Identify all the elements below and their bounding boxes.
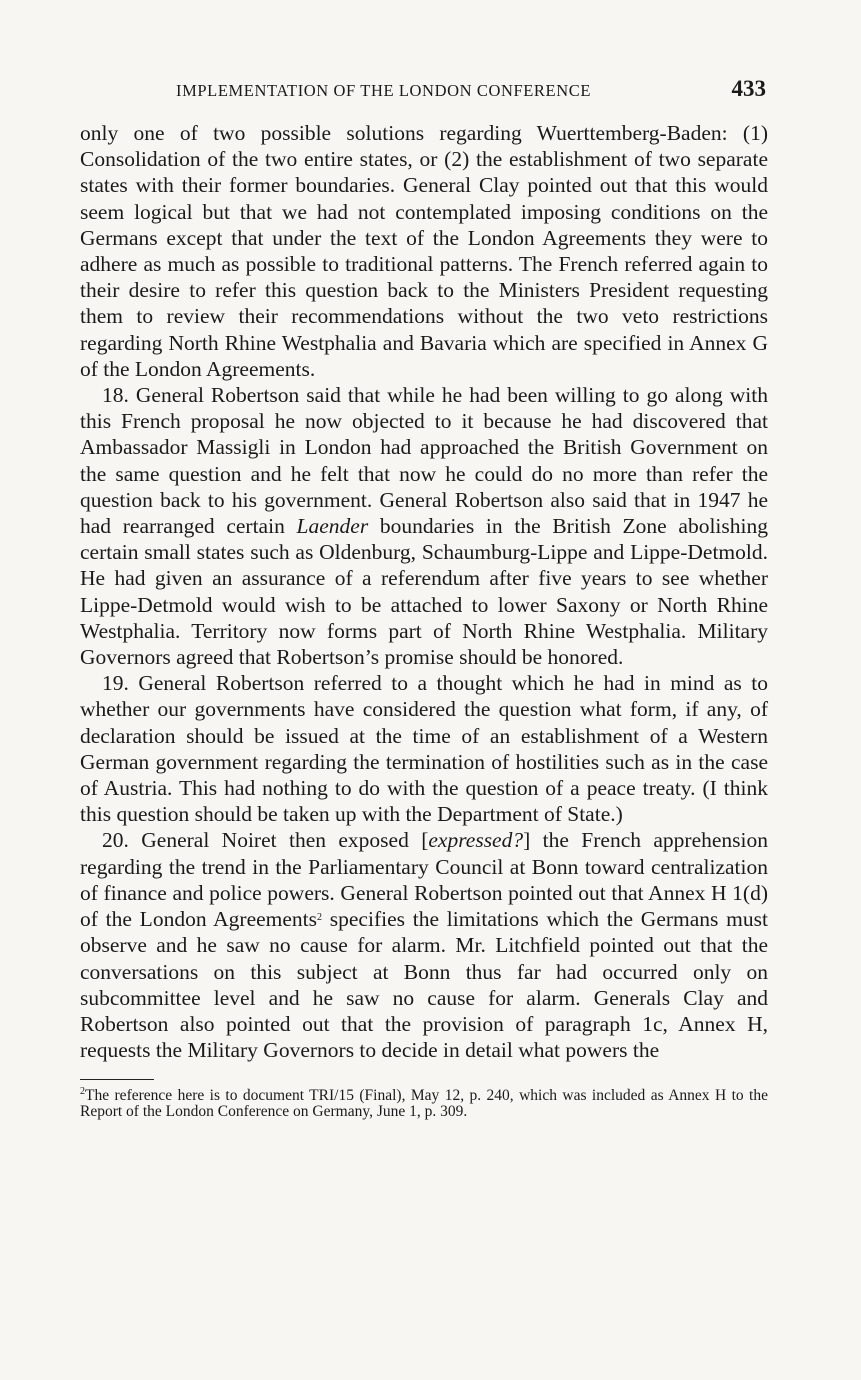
- page-number: 433: [731, 76, 766, 101]
- footnote-reference: 2: [317, 912, 323, 924]
- footnote-mark: 2: [80, 1086, 85, 1098]
- footnote: [80, 1088, 768, 1120]
- paragraph-19: 19. General Robertson referred to a thought which he had in mind as to whether our governments have considered the question what form, if any, of declaration should be issued at the time of an establishment of a Western German government regarding the termination of hostilities such as in the case of Austria. This had nothing to do with the question of a peace treaty. (I think this question should be taken up with the Department of State.): [80, 671, 768, 827]
- footnote-divider: [80, 1079, 154, 1080]
- paragraph-18-part-b: boundaries in the British Zone abolishing certain small states such as Oldenburg, Schaumburg-Lippe and Lippe-Detmold. He had given an assurance of a referendum after five years to see whether Lippe-Detmold would wish to be attached to lower Saxony or North Rhine Westphalia. Territory now forms part of North Rhine Westphalia. Military Governors agreed that Robertson’s promise should be honored.: [80, 514, 768, 670]
- running-title: IMPLEMENTATION OF THE LONDON CONFERENCE: [176, 81, 592, 100]
- paragraph-20-part-a: 20. General Noiret then exposed [: [102, 828, 429, 853]
- paragraph-20-part-b: ] the French apprehension regarding the trend in the Parliamentary Council at Bonn toward centralization of finance and police powers. General Robertson pointed out that Annex H 1(d) of the London Agreements: [80, 828, 769, 932]
- continuation-paragraph: only one of two possible solutions regarding Wuerttemberg-Baden: (1) Consolidation of the two entire states, or (2) the establishment of two separate states with their former boundaries. General Clay pointed out that this would seem logical but that we had not contemplated imposing conditions on the Germans except that under the text of the London Agreements they were to adhere as much as possible to traditional patterns. The French referred again to their desire to refer this question back to the Ministers President requesting them to review their recommendations without the two veto restrictions regarding North Rhine Westphalia and Bavaria which are specified in Annex G of the London Agreements.: [80, 121, 768, 381]
- body-text: [80, 120, 768, 1063]
- document-page: [80, 76, 768, 1120]
- paragraph-20-part-c: specifies the limitations which the Germans must observe and he saw no cause for alarm. Mr. Litchfield pointed out that the conversations on this subject at Bonn thus far had occurred only on subcommittee level and he saw no cause for alarm. Generals Clay and Robertson also pointed out that the provision of paragraph 1c, Annex H, requests the Military Governors to decide in detail what powers the: [80, 907, 768, 1063]
- paragraph-18: [80, 382, 768, 670]
- editorial-insertion: expressed?: [428, 828, 524, 853]
- footnote-text: The reference here is to document TRI/15 (Final), May 12, p. 240, which was included as Annex H to the Report of the London Conference on Germany, June 1, p. 309.: [80, 1087, 768, 1121]
- paragraph-20: [80, 827, 768, 1063]
- laender-term: Laender: [296, 514, 369, 539]
- page-header: [80, 76, 768, 120]
- paragraph-18-part-a: 18. General Robertson said that while he had been willing to go along with this French proposal he now objected to it because he had discovered that Ambassador Massigli in London had approached the British Government on the same question and he felt that now he could do no more than refer the question back to his government. General Robertson also said that in 1947 he had rearranged certain: [80, 383, 768, 539]
